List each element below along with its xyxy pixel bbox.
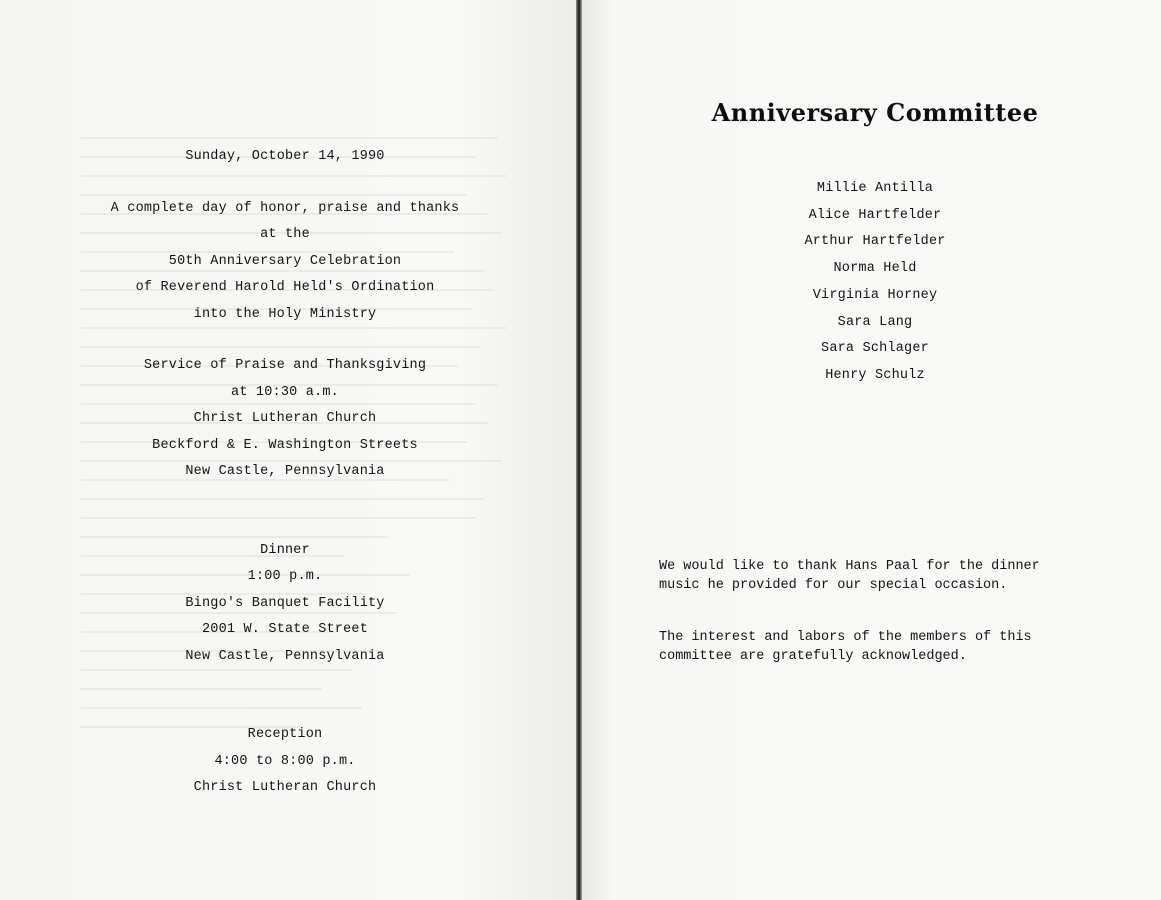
- acknowledgement-paragraph: The interest and labors of the members of this committee are gratefully acknowledged.: [659, 630, 1032, 664]
- committee-member: Arthur Hartfelder: [804, 234, 946, 250]
- committee-member: Sara Schlager: [821, 341, 929, 357]
- service-city: New Castle, Pennsylvania: [185, 464, 385, 479]
- dinner-address: 2001 W. State Street: [201, 622, 369, 637]
- event-date: Sunday, October 14, 1990: [185, 149, 385, 164]
- reception-place: Christ Lutheran Church: [193, 780, 377, 795]
- intro-line: 50th Anniversary Celebration: [168, 253, 402, 269]
- dinner-title: Dinner: [260, 542, 310, 558]
- dinner-place: Bingo's Banquet Facility: [185, 595, 385, 611]
- service-title: Service of Praise and Thanksgiving: [143, 358, 427, 373]
- intro-line: A complete day of honor, praise and thanks: [110, 200, 460, 216]
- committee-member: Virginia Horney: [812, 287, 938, 303]
- service-address: Beckford & E. Washington Streets: [152, 437, 418, 453]
- committee-member: Sara Lang: [837, 314, 913, 330]
- service-time: at 10:30 a.m.: [231, 384, 339, 400]
- reception-title: Reception: [247, 727, 323, 742]
- committee-member: Millie Antilla: [816, 181, 934, 196]
- left-page: [0, 0, 577, 900]
- dinner-time: 1:00 p.m.: [247, 569, 323, 584]
- event-schedule: [40, 144, 530, 802]
- dinner-city: New Castle, Pennsylvania: [185, 648, 385, 664]
- committee-members: [650, 176, 1100, 390]
- committee-member: Norma Held: [833, 261, 917, 277]
- intro-line: at the: [260, 227, 310, 242]
- committee-member: Henry Schulz: [825, 367, 925, 383]
- right-page: [582, 0, 1161, 900]
- committee-member: Alice Hartfelder: [808, 207, 942, 223]
- thanks-paragraph: We would like to thank Hans Paal for the dinner music he provided for our special occasion.: [659, 559, 1040, 593]
- reception-time: 4:00 to 8:00 p.m.: [214, 753, 356, 769]
- committee-title: Anniversary Committee: [711, 98, 1039, 127]
- intro-line: of Reverend Harold Held's Ordination: [135, 280, 435, 295]
- intro-line: into the Holy Ministry: [193, 306, 377, 322]
- service-place: Christ Lutheran Church: [193, 411, 377, 426]
